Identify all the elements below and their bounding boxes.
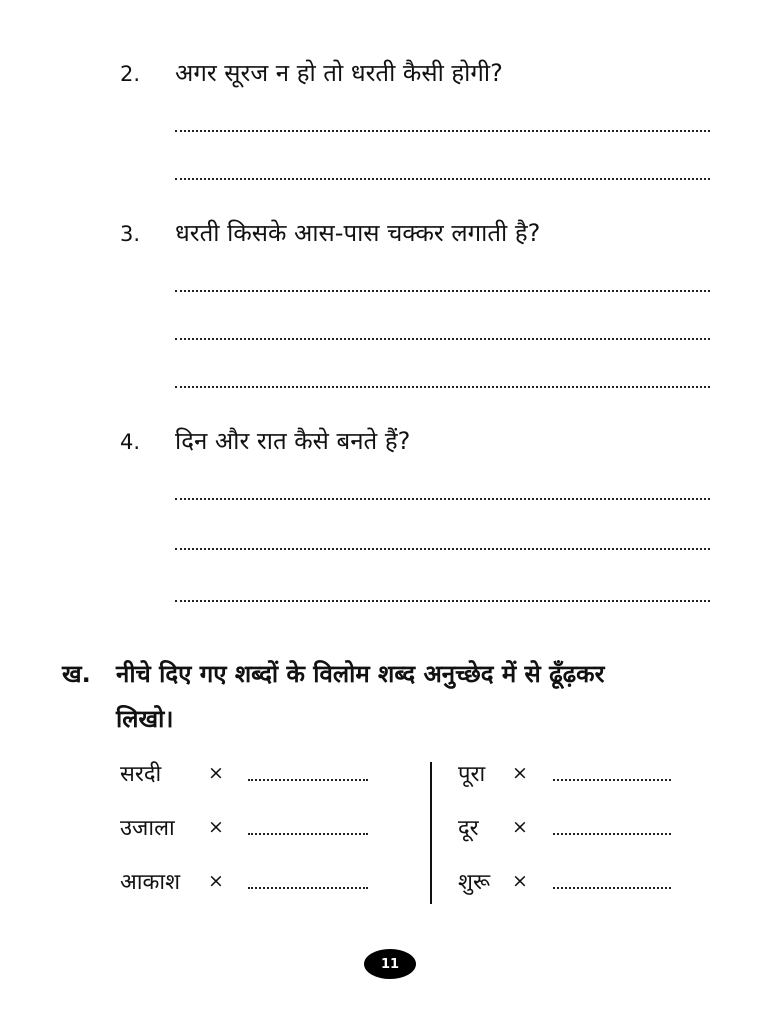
answer-line[interactable] (175, 498, 710, 500)
column-divider (430, 762, 432, 904)
section-label: ख. (62, 660, 91, 688)
antonym-word: उजाला (120, 816, 175, 841)
question-4-text: दिन और रात कैसे बनते हैं? (175, 427, 411, 455)
answer-line[interactable] (175, 178, 710, 180)
answer-line[interactable] (175, 548, 710, 550)
answer-line[interactable] (175, 290, 710, 292)
cross-icon: × (208, 762, 224, 784)
answer-line[interactable] (175, 130, 710, 132)
question-3-number: 3. (120, 222, 141, 246)
answer-line[interactable] (175, 386, 710, 388)
page-number: 11 (364, 949, 416, 979)
antonym-answer-blank[interactable] (248, 887, 368, 889)
section-instruction: नीचे दिए गए शब्दों के विलोम शब्द अनुच्छेद में से ढूँढ़कर (116, 660, 605, 688)
section-instruction-continued: लिखो। (116, 705, 174, 733)
antonym-word: पूरा (458, 762, 486, 787)
cross-icon: × (512, 870, 528, 892)
antonym-word: दूर (458, 816, 479, 841)
antonym-answer-blank[interactable] (248, 833, 368, 835)
antonym-answer-blank[interactable] (553, 887, 671, 889)
answer-line[interactable] (175, 600, 710, 602)
antonym-answer-blank[interactable] (553, 779, 671, 781)
question-3-text: धरती किसके आस-पास चक्कर लगाती है? (175, 219, 541, 247)
antonym-answer-blank[interactable] (248, 779, 368, 781)
question-2-text: अगर सूरज न हो तो धरती कैसी होगी? (175, 59, 503, 87)
question-4-number: 4. (120, 430, 141, 454)
answer-line[interactable] (175, 338, 710, 340)
cross-icon: × (208, 816, 224, 838)
cross-icon: × (512, 762, 528, 784)
antonym-answer-blank[interactable] (553, 833, 671, 835)
question-2-number: 2. (120, 62, 141, 86)
antonym-word: शुरू (458, 870, 491, 895)
cross-icon: × (512, 816, 528, 838)
antonym-word: आकाश (120, 870, 181, 895)
cross-icon: × (208, 870, 224, 892)
antonym-word: सरदी (120, 762, 162, 787)
